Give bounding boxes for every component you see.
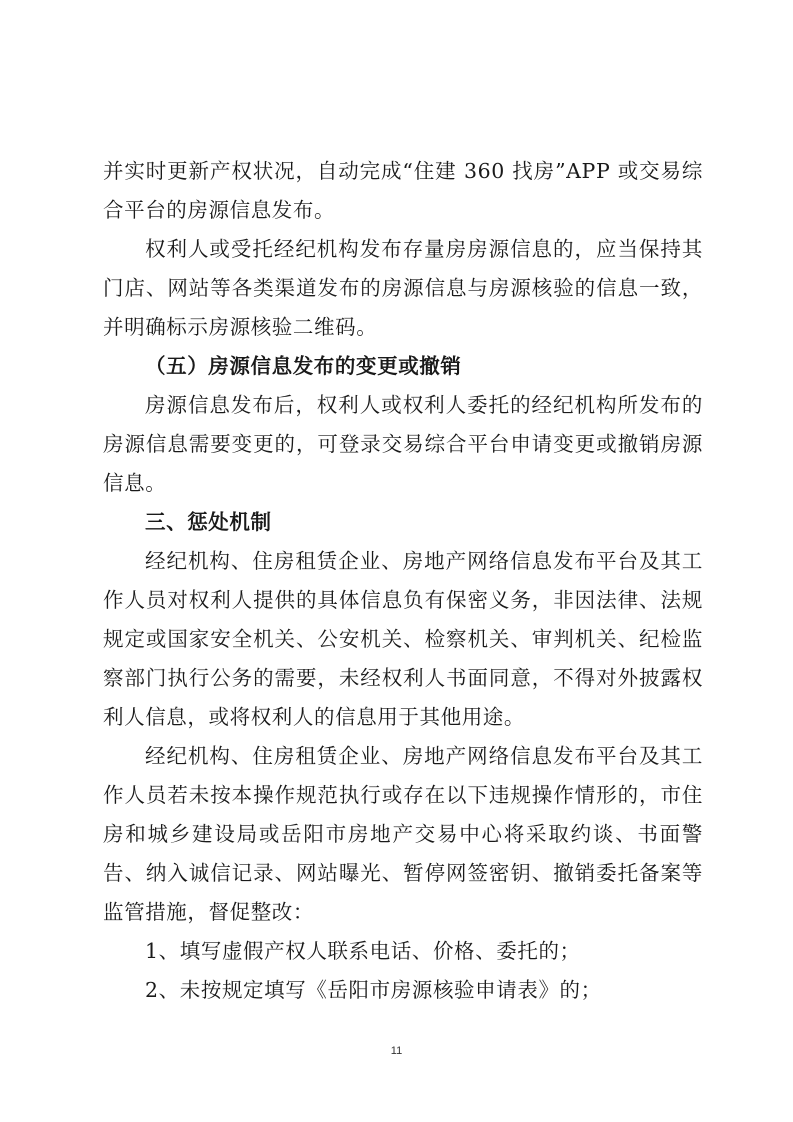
body-line: 合平台的房源信息发布。 bbox=[103, 198, 336, 222]
body-line: 权利人或受托经纪机构发布存量房房源信息的，应当保持其 bbox=[145, 237, 703, 261]
section-heading: （五）房源信息发布的变更或撤销 bbox=[145, 354, 462, 378]
body-line: 监管措施，督促整改： bbox=[103, 900, 314, 924]
body-line: 规定或国家安全机关、公安机关、检察机关、审判机关、纪检监 bbox=[103, 627, 703, 651]
body-line: 利人信息，或将权利人的信息用于其他用途。 bbox=[103, 705, 525, 729]
body-line: 房和城乡建设局或岳阳市房地产交易中心将采取约谈、书面警 bbox=[103, 822, 703, 846]
section-heading: 三、惩处机制 bbox=[145, 510, 272, 534]
page-number: 11 bbox=[390, 1045, 403, 1057]
body-line: 并明确标示房源核验二维码。 bbox=[103, 315, 378, 339]
list-item: 1、填写虚假产权人联系电话、价格、委托的； bbox=[145, 939, 581, 963]
body-line: 信息。 bbox=[103, 471, 167, 495]
body-line: 经纪机构、住房租赁企业、房地产网络信息发布平台及其工 bbox=[145, 549, 703, 573]
body-line: 门店、网站等各类渠道发布的房源信息与房源核验的信息一致， bbox=[103, 276, 703, 300]
body-line: 房源信息发布后，权利人或权利人委托的经纪机构所发布的 bbox=[145, 393, 703, 417]
body-line: 经纪机构、住房租赁企业、房地产网络信息发布平台及其工 bbox=[145, 744, 703, 768]
list-item: 2、未按规定填写《岳阳市房源核验申请表》的； bbox=[145, 978, 602, 1002]
body-line: 作人员对权利人提供的具体信息负有保密义务，非因法律、法规 bbox=[103, 588, 703, 612]
body-line: 作人员若未按本操作规范执行或存在以下违规操作情形的，市住 bbox=[103, 783, 703, 807]
body-line: 房源信息需要变更的，可登录交易综合平台申请变更或撤销房源 bbox=[103, 432, 703, 456]
body-line: 告、纳入诚信记录、网站曝光、暂停网签密钥、撤销委托备案等 bbox=[103, 861, 703, 885]
body-line: 并实时更新产权状况，自动完成“住建 360 找房”APP 或交易综 bbox=[103, 159, 703, 183]
body-line: 察部门执行公务的需要，未经权利人书面同意，不得对外披露权 bbox=[103, 666, 703, 690]
